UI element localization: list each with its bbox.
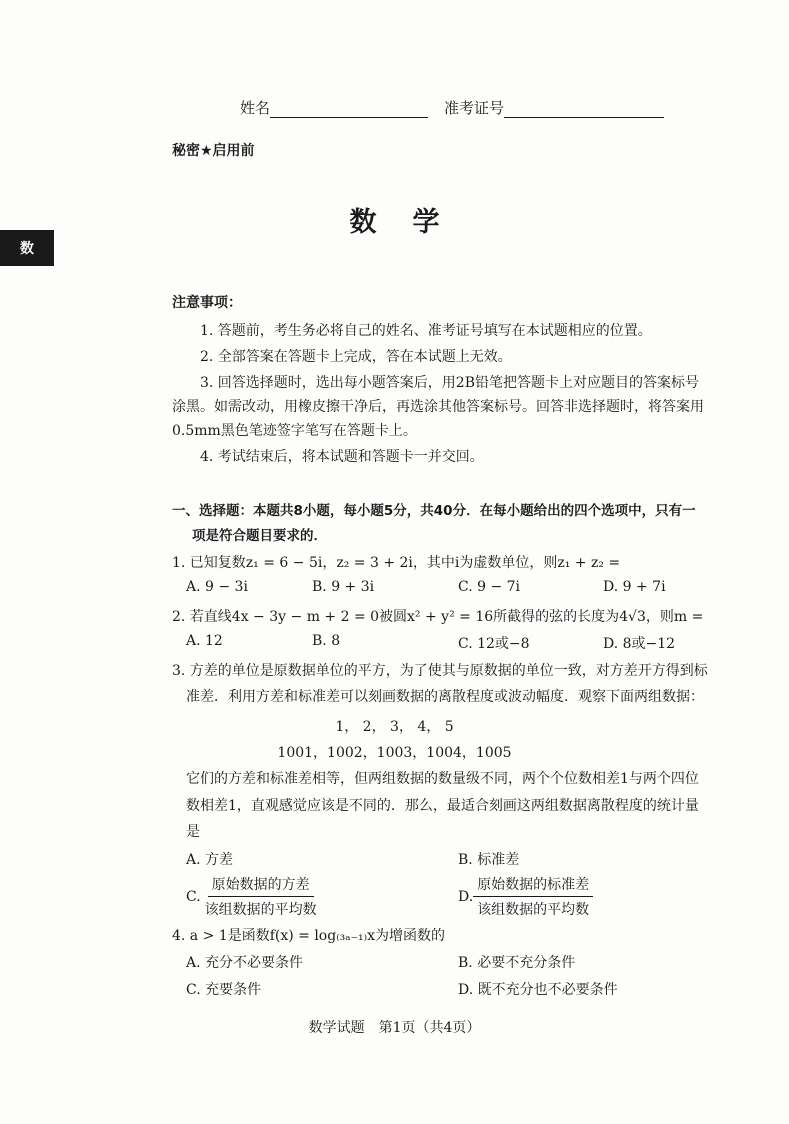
secret-label: 秘密★启用前 bbox=[172, 143, 255, 159]
name-label: 姓名 bbox=[240, 99, 271, 117]
question-2-stem: 2. 若直线4x − 3y − m + 2 = 0被圆x² + y² = 16所截得的弦的长度为4√3，则m = bbox=[172, 609, 704, 625]
page-title: 数学 bbox=[349, 207, 476, 238]
q3-option-a: A. 方差 bbox=[186, 852, 234, 868]
q3-option-c-numerator: 原始数据的方差 bbox=[208, 874, 314, 897]
q3-body-line: 它们的方差和标准差相等，但两组数据的数量级不同，两个个位数相差1与两个四位 bbox=[186, 771, 699, 787]
q3-body-line: 是 bbox=[186, 824, 200, 840]
q1-option-b: B. 9 + 3i bbox=[312, 579, 375, 595]
notice-line: 3. 回答选择题时，选出每小题答案后，用2B铅笔把答题卡上对应题目的答案标号 bbox=[200, 375, 700, 391]
q3-body-line: 数相差1，直观感觉应该是不同的．那么，最适合刻画这两组数据离散程度的统计量 bbox=[186, 798, 699, 814]
q3-option-c-denominator: 该组数据的平均数 bbox=[204, 902, 317, 918]
q1-option-d: D. 9 + 7i bbox=[603, 579, 666, 595]
notice-line: 2. 全部答案在答题卡上完成，答在本试题上无效。 bbox=[200, 349, 512, 365]
q3-option-d-denominator: 该组数据的平均数 bbox=[477, 902, 590, 918]
notice-line: 涂黑。如需改动，用橡皮擦干净后，再选涂其他答案标号。回答非选择题时，将答案用 bbox=[172, 399, 704, 415]
q3-option-c-fraction bbox=[201, 874, 321, 919]
q3-option-b: B. 标准差 bbox=[458, 852, 520, 868]
q4-option-b: B. 必要不充分条件 bbox=[458, 955, 576, 971]
section-heading: 一、选择题：本题共8小题，每小题5分，共40分．在每小题给出的四个选项中，只有一 bbox=[172, 503, 696, 519]
notice-line: 1. 答题前，考生务必将自己的姓名、准考证号填写在本试题相应的位置。 bbox=[200, 323, 652, 339]
notice-heading: 注意事项： bbox=[172, 295, 242, 311]
question-1-stem: 1. 已知复数z₁ = 6 − 5i，z₂ = 3 + 2i，其中i为虚数单位，则z₁ + z₂ = bbox=[172, 555, 621, 571]
question-4-stem: 4. a > 1是函数f(x) = log₍₃ₐ₋₁₎x为增函数的 bbox=[172, 928, 445, 944]
page-footer: 数学试题 第1页（共4页） bbox=[308, 1020, 481, 1036]
section-heading-cont: 项是符合题目要求的． bbox=[192, 528, 327, 544]
q3-option-d-fraction bbox=[473, 874, 593, 919]
q3-option-d-numerator: 原始数据的标准差 bbox=[473, 874, 593, 897]
q4-option-c: C. 充要条件 bbox=[186, 982, 262, 998]
q3-data-set-2: 1001，1002，1003，1004，1005 bbox=[277, 745, 512, 761]
name-blank bbox=[270, 101, 428, 118]
q3-option-c-label: C. bbox=[186, 888, 201, 905]
q1-option-c: C. 9 − 7i bbox=[458, 579, 521, 595]
q4-option-a: A. 充分不必要条件 bbox=[186, 955, 304, 971]
q2-option-d: D. 8或−12 bbox=[603, 636, 676, 652]
q1-option-a: A. 9 − 3i bbox=[186, 579, 248, 595]
question-3-stem: 3. 方差的单位是原数据单位的平方，为了使其与原数据的单位一致，对方差开方得到标 bbox=[172, 663, 708, 679]
q3-option-d-label: D. bbox=[458, 888, 474, 905]
subject-side-tab: 数 bbox=[0, 230, 54, 266]
q3-option-d bbox=[458, 874, 593, 919]
q3-data-set-1: 1， 2， 3， 4， 5 bbox=[335, 719, 454, 735]
q3-option-c bbox=[186, 874, 321, 919]
exam-no-label: 准考证号 bbox=[444, 99, 505, 117]
exam-no-blank bbox=[504, 101, 664, 118]
q2-option-b: B. 8 bbox=[312, 633, 341, 649]
q2-option-a: A. 12 bbox=[186, 633, 223, 649]
question-3-stem-cont: 准差．利用方差和标准差可以刻画数据的离散程度或波动幅度．观察下面两组数据： bbox=[186, 689, 704, 705]
q4-option-d: D. 既不充分也不必要条件 bbox=[458, 982, 618, 998]
notice-line: 0.5mm黑色笔迹签字笔写在答题卡上。 bbox=[172, 423, 417, 439]
candidate-info-row bbox=[240, 97, 680, 118]
notice-line: 4. 考试结束后，将本试题和答题卡一并交回。 bbox=[200, 449, 484, 465]
q2-option-c: C. 12或−8 bbox=[458, 636, 530, 652]
